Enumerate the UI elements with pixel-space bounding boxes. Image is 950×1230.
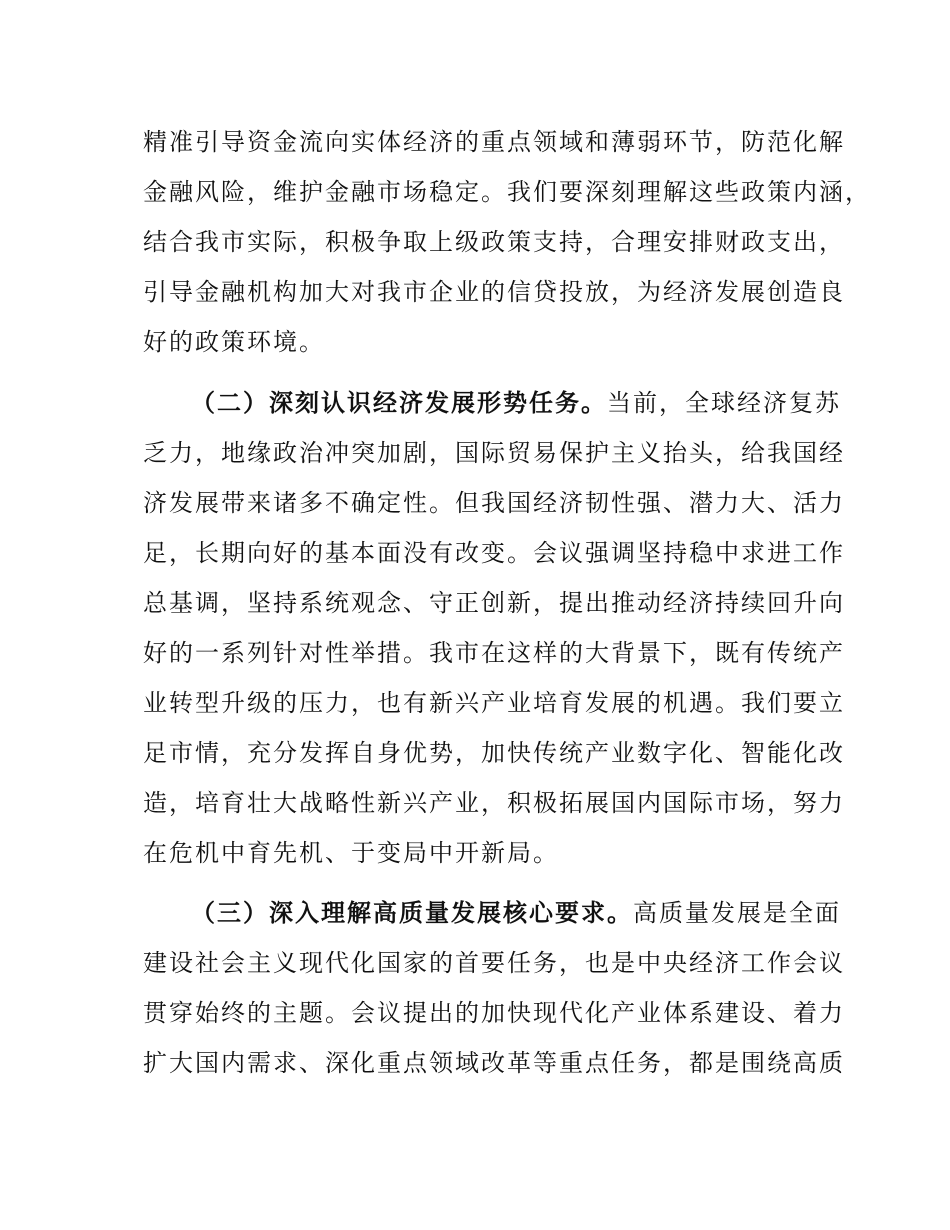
text-line: 业转型升级的压力，也有新兴产业培育发展的机遇。我们要立 — [143, 689, 845, 717]
text-line: 足市情，充分发挥自身优势，加快传统产业数字化、智能化改 — [143, 739, 845, 767]
text-line: 足，长期向好的基本面没有改变。会议强调坚持稳中求进工作 — [143, 539, 845, 567]
text-line: 金融风险，维护金融市场稳定。我们要深刻理解这些政策内涵， — [143, 178, 871, 206]
section-heading: （二）深刻认识经济发展形势任务。 — [191, 389, 607, 417]
paragraph-economic-situation — [143, 378, 845, 878]
text-line: 好的一系列针对性举措。我市在这样的大背景下，既有传统产 — [143, 639, 845, 667]
paragraph-financial-policy — [143, 117, 871, 367]
first-line-text: 当前，全球经济复苏 — [607, 389, 841, 417]
first-line — [143, 378, 841, 428]
text-line: 在危机中育先机、于变局中开新局。 — [143, 839, 559, 867]
first-line — [143, 888, 841, 938]
text-line: 乏力，地缘政治冲突加剧，国际贸易保护主义抬头，给我国经 — [143, 439, 845, 467]
paragraph-high-quality-development — [143, 888, 845, 1088]
text-line: 造，培育壮大战略性新兴产业，积极拓展国内国际市场，努力 — [143, 789, 845, 817]
first-line-text: 高质量发展是全面 — [633, 899, 841, 927]
text-line: 精准引导资金流向实体经济的重点领域和薄弱环节，防范化解 — [143, 128, 845, 156]
text-line: 建设社会主义现代化国家的首要任务，也是中央经济工作会议 — [143, 949, 845, 977]
text-line: 扩大国内需求、深化重点领域改革等重点任务，都是围绕高质 — [143, 1049, 845, 1077]
text-line: 济发展带来诸多不确定性。但我国经济韧性强、潜力大、活力 — [143, 489, 845, 517]
text-line: 引导金融机构加大对我市企业的信贷投放，为经济发展创造良 — [143, 278, 845, 306]
text-line: 好的政策环境。 — [143, 328, 325, 356]
text-line: 总基调，坚持系统观念、守正创新，提出推动经济持续回升向 — [143, 589, 845, 617]
text-line: 结合我市实际，积极争取上级政策支持，合理安排财政支出， — [143, 228, 845, 256]
text-line: 贯穿始终的主题。会议提出的加快现代化产业体系建设、着力 — [143, 999, 845, 1027]
section-heading: （三）深入理解高质量发展核心要求。 — [191, 899, 633, 927]
